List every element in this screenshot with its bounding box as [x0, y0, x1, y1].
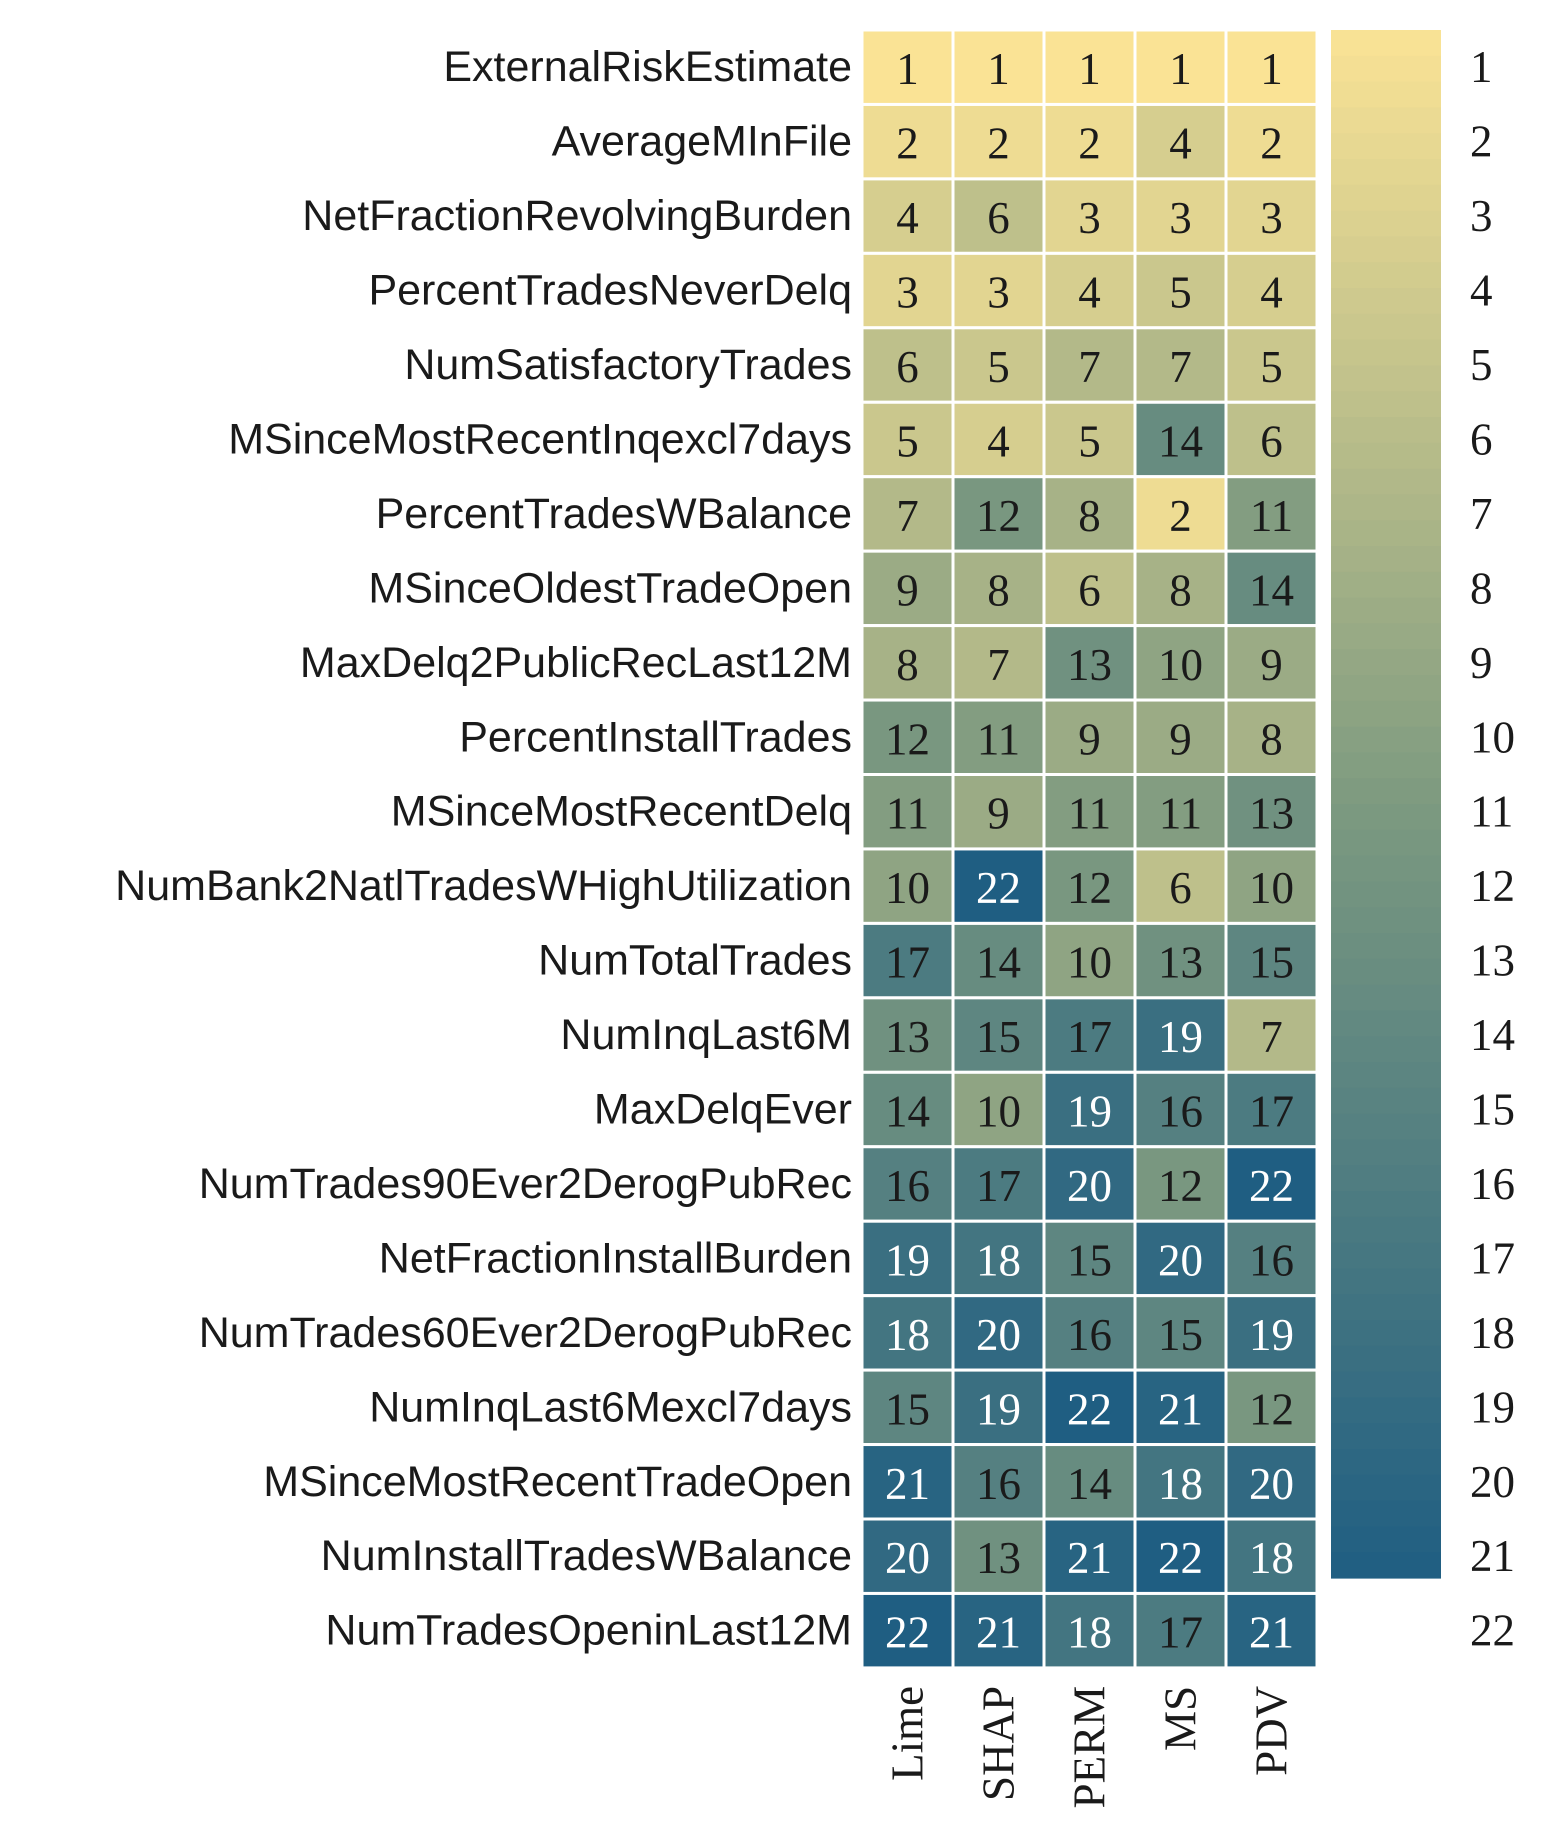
- cell-value: 13: [976, 1533, 1021, 1584]
- column-label: MS: [1155, 1685, 1206, 1751]
- cell-value: 9: [1078, 714, 1101, 765]
- colorbar-band: [1331, 1320, 1441, 1346]
- colorbar-tick-label: 5: [1470, 340, 1493, 391]
- cell-value: 12: [1249, 1384, 1294, 1435]
- cell-value: 21: [885, 1458, 930, 1509]
- cell-value: 20: [976, 1309, 1021, 1360]
- colorbar-band: [1331, 649, 1441, 675]
- row-label: NumTrades90Ever2DerogPubRec: [198, 1159, 852, 1208]
- cell-value: 2: [1078, 118, 1101, 169]
- cell-value: 13: [1067, 639, 1112, 690]
- cell-value: 21: [1067, 1533, 1112, 1584]
- cell-value: 16: [976, 1458, 1021, 1509]
- colorbar-band: [1331, 469, 1441, 495]
- cell-value: 5: [896, 416, 919, 467]
- colorbar-band: [1331, 185, 1441, 211]
- row-label: NumTotalTrades: [538, 936, 852, 985]
- colorbar-tick-label: 12: [1470, 861, 1515, 912]
- colorbar-band: [1331, 30, 1441, 56]
- colorbar-band: [1331, 598, 1441, 624]
- cell-value: 6: [896, 342, 919, 393]
- cell-value: 22: [885, 1607, 930, 1658]
- row-label: NumSatisfactoryTrades: [404, 341, 852, 390]
- cell-value: 11: [1249, 490, 1294, 541]
- cell-value: 12: [1158, 1160, 1203, 1211]
- cell-value: 5: [1169, 267, 1192, 318]
- cell-value: 4: [1169, 118, 1192, 169]
- colorbar-band: [1331, 675, 1441, 701]
- cell-value: 8: [896, 639, 919, 690]
- colorbar-tick-label: 8: [1470, 563, 1493, 614]
- colorbar-tick-label: 9: [1470, 637, 1493, 688]
- cell-value: 8: [1169, 565, 1192, 616]
- cell-value: 21: [1158, 1384, 1203, 1435]
- cell-value: 20: [885, 1533, 930, 1584]
- colorbar-band: [1331, 1010, 1441, 1036]
- colorbar-band: [1331, 1191, 1441, 1217]
- cell-value: 14: [976, 937, 1021, 988]
- cell-value: 10: [885, 863, 930, 914]
- colorbar-tick-label: 13: [1470, 935, 1515, 986]
- colorbar-band: [1331, 701, 1441, 727]
- colorbar-band: [1331, 340, 1441, 366]
- cell-value: 2: [1260, 118, 1283, 169]
- cell-value: 21: [976, 1607, 1021, 1658]
- cell-value: 8: [987, 565, 1010, 616]
- cell-value: 6: [1169, 863, 1192, 914]
- cell-value: 1: [987, 44, 1010, 95]
- row-label: PercentInstallTrades: [459, 713, 852, 762]
- colorbar-tick-label: 7: [1470, 488, 1493, 539]
- colorbar-band: [1331, 1449, 1441, 1475]
- cell-value: 10: [1249, 863, 1294, 914]
- cell-value: 12: [885, 714, 930, 765]
- cell-value: 17: [1067, 1012, 1112, 1063]
- colorbar-band: [1331, 804, 1441, 830]
- cell-value: 9: [1169, 714, 1192, 765]
- colorbar-band: [1331, 1243, 1441, 1269]
- cell-value: 15: [885, 1384, 930, 1435]
- colorbar-tick-label: 11: [1470, 786, 1514, 837]
- cell-value: 12: [1067, 863, 1112, 914]
- colorbar-band: [1331, 1397, 1441, 1423]
- cell-value: 9: [987, 788, 1010, 839]
- colorbar-band: [1331, 856, 1441, 882]
- cell-value: 17: [885, 937, 930, 988]
- colorbar-band: [1331, 314, 1441, 340]
- colorbar-tick-label: 10: [1470, 712, 1515, 763]
- cell-value: 16: [885, 1160, 930, 1211]
- colorbar: [1331, 30, 1441, 1579]
- cell-value: 1: [896, 44, 919, 95]
- cell-value: 16: [1249, 1235, 1294, 1286]
- colorbar-band: [1331, 546, 1441, 572]
- colorbar-band: [1331, 391, 1441, 417]
- colorbar-tick-label: 19: [1470, 1382, 1515, 1433]
- colorbar-band: [1331, 727, 1441, 753]
- colorbar-band: [1331, 881, 1441, 907]
- cell-value: 4: [896, 193, 919, 244]
- colorbar-band: [1331, 417, 1441, 443]
- cell-value: 8: [1260, 714, 1283, 765]
- row-label: PercentTradesNeverDelq: [368, 266, 852, 315]
- colorbar-band: [1331, 262, 1441, 288]
- column-label: PDV: [1246, 1685, 1297, 1776]
- cell-value: 2: [1169, 490, 1192, 541]
- colorbar-tick-label: 20: [1470, 1456, 1515, 1507]
- cell-value: 18: [885, 1309, 930, 1360]
- colorbar-band: [1331, 520, 1441, 546]
- cell-value: 6: [987, 193, 1010, 244]
- cell-value: 19: [1067, 1086, 1112, 1137]
- colorbar-tick-label: 21: [1470, 1531, 1515, 1582]
- colorbar-tick-labels: [1470, 42, 1515, 1655]
- row-label: NetFractionRevolvingBurden: [302, 192, 852, 241]
- colorbar-band: [1331, 494, 1441, 520]
- cell-value: 7: [1169, 342, 1192, 393]
- cell-value: 4: [987, 416, 1010, 467]
- colorbar-band: [1331, 1475, 1441, 1501]
- colorbar-band: [1331, 1062, 1441, 1088]
- cell-value: 10: [976, 1086, 1021, 1137]
- cell-value: 13: [1249, 788, 1294, 839]
- column-label: PERM: [1064, 1685, 1115, 1809]
- cell-value: 3: [896, 267, 919, 318]
- row-label: MSinceMostRecentDelq: [390, 787, 852, 836]
- colorbar-band: [1331, 288, 1441, 314]
- cell-value: 18: [976, 1235, 1021, 1286]
- colorbar-tick-label: 1: [1470, 42, 1493, 93]
- row-label: NumInqLast6Mexcl7days: [369, 1383, 852, 1432]
- cell-value: 2: [896, 118, 919, 169]
- cell-value: 10: [1158, 639, 1203, 690]
- column-label: Lime: [882, 1685, 933, 1781]
- colorbar-band: [1331, 830, 1441, 856]
- cell-value: 12: [976, 490, 1021, 541]
- cell-value: 7: [896, 490, 919, 541]
- cell-value: 19: [1158, 1012, 1203, 1063]
- colorbar-band: [1331, 236, 1441, 262]
- colorbar-tick-label: 2: [1470, 116, 1493, 167]
- colorbar-tick-label: 15: [1470, 1084, 1515, 1135]
- cell-value: 19: [1249, 1309, 1294, 1360]
- cell-value: 4: [1078, 267, 1101, 318]
- colorbar-tick-label: 3: [1470, 191, 1493, 242]
- cell-value: 7: [987, 639, 1010, 690]
- colorbar-band: [1331, 1268, 1441, 1294]
- cell-value: 15: [1249, 937, 1294, 988]
- row-label: ExternalRiskEstimate: [443, 43, 852, 92]
- cell-value: 7: [1078, 342, 1101, 393]
- cell-value: 22: [1249, 1160, 1294, 1211]
- column-label: SHAP: [973, 1685, 1024, 1801]
- cell-value: 20: [1249, 1458, 1294, 1509]
- row-label: MaxDelq2PublicRecLast12M: [299, 638, 852, 687]
- cell-value: 17: [1158, 1607, 1203, 1658]
- cell-value: 14: [885, 1086, 930, 1137]
- colorbar-tick-label: 16: [1470, 1158, 1515, 1209]
- row-label: MSinceMostRecentInqexcl7days: [228, 415, 852, 464]
- colorbar-band: [1331, 1526, 1441, 1552]
- colorbar-band: [1331, 107, 1441, 133]
- cell-value: 22: [1067, 1384, 1112, 1435]
- colorbar-band: [1331, 1346, 1441, 1372]
- cell-value: 9: [1260, 639, 1283, 690]
- colorbar-band: [1331, 752, 1441, 778]
- cell-value: 22: [1158, 1533, 1203, 1584]
- cell-value: 22: [976, 863, 1021, 914]
- row-label: NumBank2NatlTradesWHighUtilization: [115, 862, 852, 911]
- cell-value: 21: [1249, 1607, 1294, 1658]
- cell-value: 8: [1078, 490, 1101, 541]
- cell-value: 5: [1260, 342, 1283, 393]
- colorbar-band: [1331, 1088, 1441, 1114]
- row-label: AverageMInFile: [551, 117, 852, 166]
- cell-value: 14: [1158, 416, 1203, 467]
- cell-value: 11: [1067, 788, 1112, 839]
- heatmap-cells: [862, 30, 1317, 1668]
- cell-value: 6: [1260, 416, 1283, 467]
- colorbar-tick-label: 6: [1470, 414, 1493, 465]
- cell-value: 18: [1249, 1533, 1294, 1584]
- row-label: NumTradesOpeninLast12M: [325, 1606, 852, 1655]
- cell-value: 15: [1067, 1235, 1112, 1286]
- colorbar-tick-label: 18: [1470, 1307, 1515, 1358]
- cell-value: 5: [987, 342, 1010, 393]
- cell-value: 4: [1260, 267, 1283, 318]
- colorbar-tick-label: 22: [1470, 1605, 1515, 1656]
- colorbar-band: [1331, 985, 1441, 1011]
- cell-value: 1: [1078, 44, 1101, 95]
- cell-value: 18: [1158, 1458, 1203, 1509]
- colorbar-band: [1331, 56, 1441, 82]
- cell-value: 2: [987, 118, 1010, 169]
- cell-value: 3: [1260, 193, 1283, 244]
- colorbar-tick-label: 4: [1470, 265, 1493, 316]
- colorbar-band: [1331, 1036, 1441, 1062]
- colorbar-band: [1331, 159, 1441, 185]
- row-labels: [115, 43, 852, 1654]
- cell-value: 19: [976, 1384, 1021, 1435]
- row-label: NumInqLast6M: [560, 1011, 852, 1060]
- cell-value: 7: [1260, 1012, 1283, 1063]
- cell-value: 3: [1078, 193, 1101, 244]
- cell-value: 16: [1158, 1086, 1203, 1137]
- colorbar-band: [1331, 211, 1441, 237]
- colorbar-band: [1331, 365, 1441, 391]
- cell-value: 16: [1067, 1309, 1112, 1360]
- cell-value: 1: [1169, 44, 1192, 95]
- row-label: PercentTradesWBalance: [375, 489, 852, 538]
- colorbar-band: [1331, 907, 1441, 933]
- row-label: NetFractionInstallBurden: [378, 1234, 852, 1283]
- cell-value: 13: [885, 1012, 930, 1063]
- colorbar-band: [1331, 1139, 1441, 1165]
- row-label: MSinceOldestTradeOpen: [368, 564, 852, 613]
- row-label: MaxDelqEver: [593, 1085, 852, 1134]
- row-label: NumTrades60Ever2DerogPubRec: [198, 1308, 852, 1357]
- cell-value: 14: [1067, 1458, 1112, 1509]
- cell-value: 10: [1067, 937, 1112, 988]
- colorbar-tick-label: 14: [1470, 1010, 1515, 1061]
- colorbar-band: [1331, 1423, 1441, 1449]
- colorbar-band: [1331, 1372, 1441, 1398]
- cell-value: 3: [1169, 193, 1192, 244]
- cell-value: 11: [885, 788, 930, 839]
- cell-value: 14: [1249, 565, 1294, 616]
- cell-value: 11: [976, 714, 1021, 765]
- colorbar-band: [1331, 1165, 1441, 1191]
- colorbar-band: [1331, 1552, 1441, 1578]
- cell-value: 18: [1067, 1607, 1112, 1658]
- cell-value: 17: [976, 1160, 1021, 1211]
- colorbar-tick-label: 17: [1470, 1233, 1515, 1284]
- cell-value: 17: [1249, 1086, 1294, 1137]
- colorbar-band: [1331, 1501, 1441, 1527]
- cell-value: 15: [976, 1012, 1021, 1063]
- colorbar-band: [1331, 778, 1441, 804]
- cell-value: 5: [1078, 416, 1101, 467]
- colorbar-band: [1331, 933, 1441, 959]
- colorbar-band: [1331, 133, 1441, 159]
- cell-value: 3: [987, 267, 1010, 318]
- cell-value: 20: [1067, 1160, 1112, 1211]
- colorbar-band: [1331, 443, 1441, 469]
- cell-value: 1: [1260, 44, 1283, 95]
- colorbar-band: [1331, 82, 1441, 108]
- colorbar-band: [1331, 959, 1441, 985]
- colorbar-band: [1331, 623, 1441, 649]
- cell-value: 19: [885, 1235, 930, 1286]
- row-label: MSinceMostRecentTradeOpen: [263, 1457, 852, 1506]
- cell-value: 11: [1158, 788, 1203, 839]
- row-label: NumInstallTradesWBalance: [320, 1532, 852, 1581]
- cell-value: 9: [896, 565, 919, 616]
- cell-value: 13: [1158, 937, 1203, 988]
- colorbar-band: [1331, 1217, 1441, 1243]
- colorbar-band: [1331, 1114, 1441, 1140]
- cell-value: 6: [1078, 565, 1101, 616]
- cell-value: 20: [1158, 1235, 1203, 1286]
- colorbar-band: [1331, 572, 1441, 598]
- cell-value: 15: [1158, 1309, 1203, 1360]
- column-labels: [883, 1686, 1297, 1809]
- colorbar-band: [1331, 1294, 1441, 1320]
